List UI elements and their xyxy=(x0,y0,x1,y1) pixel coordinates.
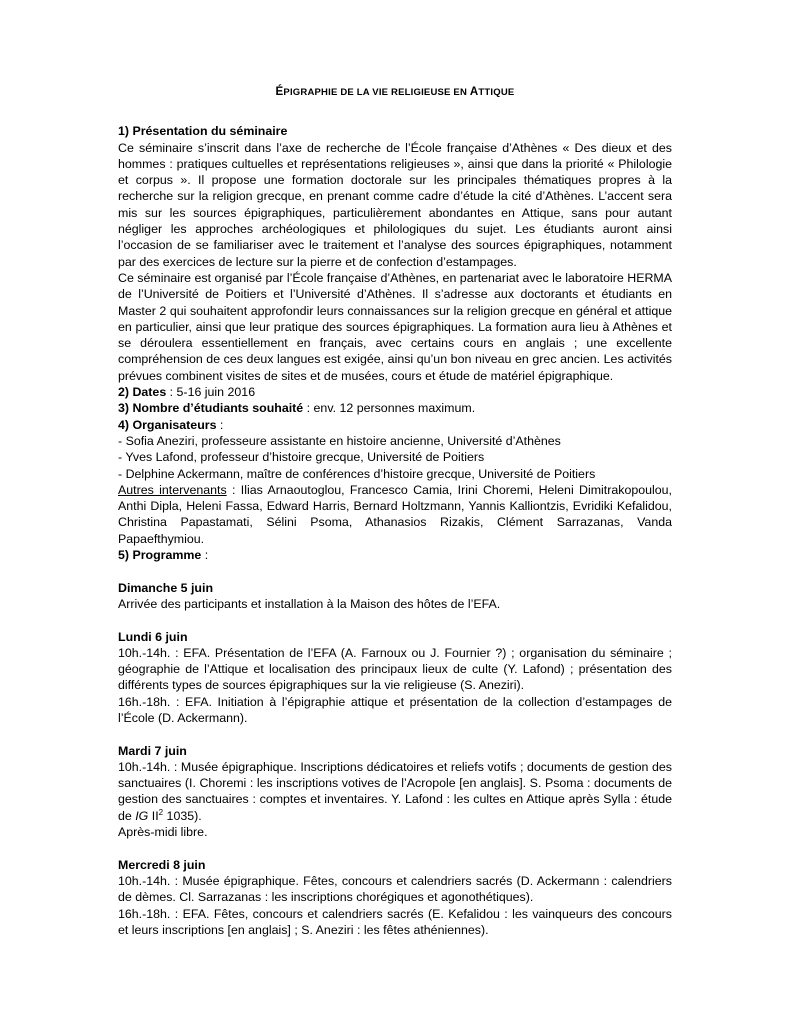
day-2-heading: Lundi 6 juin xyxy=(118,629,188,644)
document-page xyxy=(118,84,672,938)
day-3-session-1-end: 1035). xyxy=(163,808,202,823)
day-3-session-1 xyxy=(118,759,672,824)
section-5-colon: : xyxy=(201,548,209,563)
section-1-heading: 1) Présentation du séminaire xyxy=(118,124,288,139)
other-speakers xyxy=(118,482,672,547)
section-2 xyxy=(118,384,672,400)
spacer xyxy=(118,726,672,742)
day-1-heading: Dimanche 5 juin xyxy=(118,580,214,595)
other-speakers-list: : Ilias Arnaoutoglou, Francesco Camia, Irini Choremi, Heleni Dimitrakopoulou, Anthi Dipla, Heleni Fassa, Edward Harris, Bernard Holtzmann, Yannis Kalliontzis, Evridiki Kefalidou, Christina Papastamati, Sélini Psoma, Athanasios Rizakis, Clément Sarrazanas, Vanda Papaefthymiou. xyxy=(118,482,672,546)
section-3-heading: 3) Nombre d’étudiants souhaité xyxy=(118,401,304,416)
title-part-1: PIGRAPHIE DE LA VIE RELIGIEUSE EN xyxy=(283,87,470,98)
organiser-2: - Yves Lafond, professeur d’histoire grecque, Université de Poitiers xyxy=(118,450,485,465)
ig-volume: II xyxy=(148,808,159,823)
other-speakers-label: Autres intervenants xyxy=(118,482,227,497)
section-2-value: : 5-16 juin 2016 xyxy=(166,385,256,400)
section-2-heading: 2) Dates xyxy=(118,385,167,400)
title-initial-e: É xyxy=(275,86,284,98)
ig-abbrev: IG xyxy=(135,808,149,823)
day-1-text: Arrivée des participants et installation à la Maison des hôtes de l’EFA. xyxy=(118,596,501,611)
ig-superscript: 2 xyxy=(158,807,164,817)
section-1-paragraph-1: Ce séminaire s’inscrit dans l’axe de recherche de l’École française d’Athènes « Des dieux et des hommes : pratiques cultuelles et représentations religieuses », ainsi que dans la priorité « Philologie et corpus ». Il propose une formation doctorale sur les principales thématiques propres à la recherche sur la religion grecque, en prenant comme cadre d’étude la cité d’Athènes. L’accent sera mis sur les sources épigraphiques, particulièrement abondantes en Attique, sans pour autant négliger les approches archéologiques et philologiques du sujet. Les étudiants auront ainsi l’occasion de se familiariser avec le traitement et l’analyse des sources épigraphiques, notamment par des exercices de lecture sur la pierre et de confection d’estampages. xyxy=(118,140,672,269)
section-5 xyxy=(118,547,672,563)
spacer xyxy=(118,563,672,579)
spacer xyxy=(118,612,672,628)
organiser-3: - Delphine Ackermann, maître de conférences d’histoire grecque, Université de Poitiers xyxy=(118,466,596,481)
day-2-session-1: 10h.-14h. : EFA. Présentation de l’EFA (A. Farnoux ou J. Fournier ?) ; organisation du séminaire ; géographie de l’Attique et localisation des principaux lieux de culte (Y. Lafond) ; présentation des différents types de sources épigraphiques sur la vie religieuse (S. Aneziri). xyxy=(118,645,672,693)
spacer xyxy=(118,840,672,856)
section-5-heading: 5) Programme xyxy=(118,548,202,563)
section-4-colon: : xyxy=(216,417,224,432)
day-3-session-2: Après-midi libre. xyxy=(118,825,208,840)
day-2-session-2: 16h.-18h. : EFA. Initiation à l’épigraphie attique et présentation de la collection d’estampages de l’École (D. Ackermann). xyxy=(118,694,672,725)
section-4-heading: 4) Organisateurs xyxy=(118,417,217,432)
day-3-heading: Mardi 7 juin xyxy=(118,743,187,758)
day-4-session-2: 16h.-18h. : EFA. Fêtes, concours et calendriers sacrés (E. Kefalidou : les vainqueurs des concours et leurs inscriptions [en anglais] ; S. Aneziri : les fêtes athéniennes). xyxy=(118,906,672,937)
section-4 xyxy=(118,417,672,433)
organiser-1: - Sofia Aneziri, professeure assistante en histoire ancienne, Université d’Athènes xyxy=(118,433,561,448)
document-title xyxy=(118,84,672,101)
title-part-2: TTIQUE xyxy=(478,87,515,98)
section-3-value: : env. 12 personnes maximum. xyxy=(303,401,476,416)
day-3-session-1-text: 10h.-14h. : Musée épigraphique. Inscriptions dédicatoires et reliefs votifs ; documents de gestion des sanctuaires (I. Choremi : les inscriptions votives de l’Acropole [en anglais]. S. Psoma : documents de gestion des sanctuaires : comptes et inventaires. Y. Lafond : les cultes en Attique après Sylla : étude de xyxy=(118,759,672,823)
day-4-session-1: 10h.-14h. : Musée épigraphique. Fêtes, concours et calendriers sacrés (D. Ackermann : calendriers de dèmes. Cl. Sarrazanas : les inscriptions chorégiques et agonothétiques). xyxy=(118,873,672,905)
section-1-paragraph-2: Ce séminaire est organisé par l’École française d’Athènes, en partenariat avec le laboratoire HERMA de l’Université de Poitiers et l’Université d’Athènes. Il s’adresse aux doctorants et étudiants en Master 2 qui souhaitent approfondir leurs connaissances sur la religion grecque en général et attique en particulier, ainsi que leur pratique des sources épigraphiques. La formation aura lieu à Athènes et se déroulera essentiellement en français, avec certains cours en anglais ; une excellente compréhension de ces deux langues est exigée, ainsi qu’un bon niveau en grec ancien. Les activités prévues combinent visites de sites et de musées, cours et étude de matériel épigraphique. xyxy=(118,270,672,383)
title-initial-a: A xyxy=(469,86,479,98)
day-4-heading: Mercredi 8 juin xyxy=(118,857,206,872)
section-3 xyxy=(118,400,672,416)
